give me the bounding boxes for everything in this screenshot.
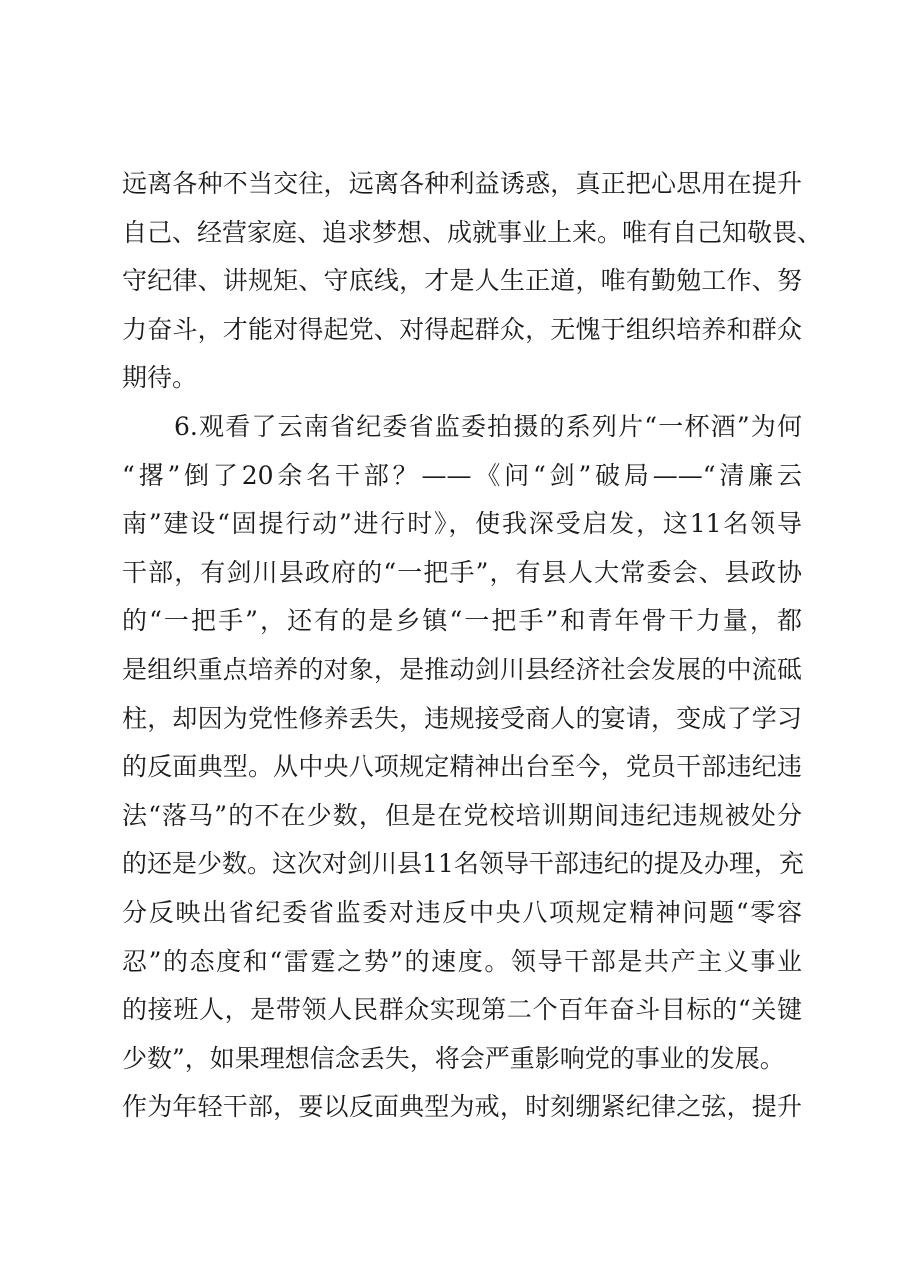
- text-line: 是组织重点培养的对象，是推动剑川县经济社会发展的中流砥: [122, 654, 802, 684]
- text-line: 远离各种不当交往，远离各种利益诱惑，真正把心思用在提升: [122, 169, 802, 198]
- text-line: 分反映出省纪委省监委对违反中央八项规定精神问题“零容: [122, 897, 802, 927]
- text-line: 南”建设“固提行动”进行时》，使我深受启发，这11名领导: [122, 509, 802, 539]
- text-line: 忍”的态度和“雷霆之势”的速度。领导干部是共产主义事业: [122, 946, 802, 976]
- text-line: 的“一把手”，还有的是乡镇“一把手”和青年骨干力量，都: [122, 606, 802, 636]
- text-line: 守纪律、讲规矩、守底线，才是人生正道，唯有勤勉工作、努: [122, 266, 802, 296]
- text-line: 期待。: [122, 363, 198, 393]
- text-line: 自己、经营家庭、追求梦想、成就事业上来。唯有自己知敬畏、: [122, 217, 823, 247]
- paragraph-start-line: 6.观看了云南省纪委省监委拍摄的系列片“一杯酒”为何: [174, 411, 802, 441]
- text-line: 力奋斗，才能对得起党、对得起群众，无愧于组织培养和群众: [122, 314, 802, 344]
- text-line: 干部，有剑川县政府的“一把手”，有县人大常委会、县政协: [122, 557, 802, 587]
- text-line: 的接班人，是带领人民群众实现第二个百年奋斗目标的“关键: [122, 995, 802, 1025]
- text-line: 作为年轻干部，要以反面典型为戒，时刻绷紧纪律之弦，提升: [122, 1092, 802, 1122]
- text-line: 少数”，如果理想信念丢失，将会严重影响党的事业的发展。: [122, 1043, 785, 1073]
- text-line: 的反面典型。从中央八项规定精神出台至今，党员干部违纪违: [122, 752, 802, 782]
- body-text: [122, 160, 823, 1132]
- text-line: 的还是少数。这次对剑川县11名领导干部违纪的提及办理，充: [122, 849, 804, 879]
- text-line: 柱，却因为党性修养丢失，违规接受商人的宴请，变成了学习: [122, 703, 802, 733]
- text-line: “撂”倒了20余名干部？——《问“剑”破局——“清廉云: [122, 460, 802, 490]
- text-line: 法“落马”的不在少数，但是在党校培训期间违纪违规被处分: [122, 800, 802, 830]
